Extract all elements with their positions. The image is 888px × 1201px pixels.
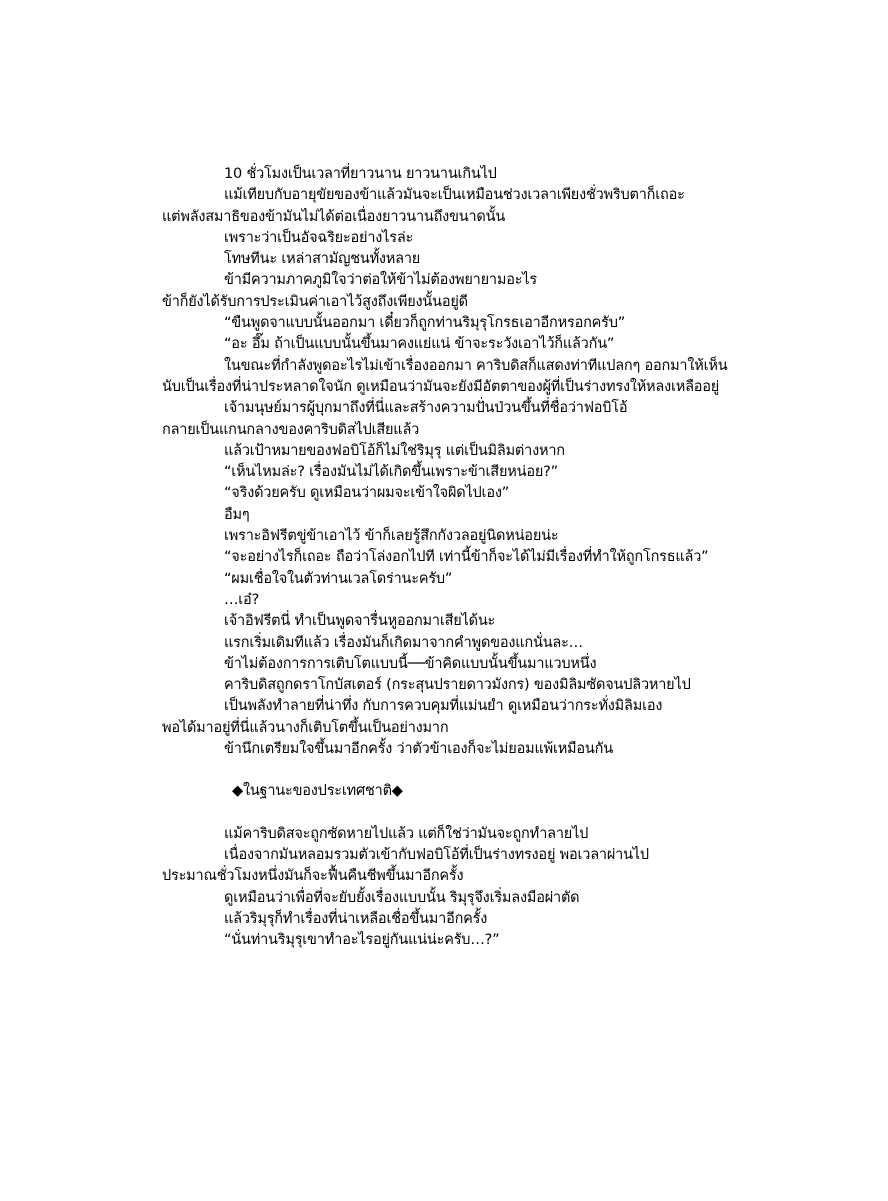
- paragraph-line: ประมาณชั่วโมงหนึ่งมันก็จะฟื้นคืนชีพขึ้นมาอีกครั้ง: [162, 868, 464, 885]
- paragraph-line: เพราะอิฟรีตขู่ข้าเอาไว้ ข้าก็เลยรู้สึกกังวลอยู่นิดหน่อยน่ะ: [224, 528, 559, 545]
- section-one: [162, 164, 728, 760]
- paragraph-line: ดูเหมือนว่าเพื่อที่จะยับยั้งเรื่องแบบนั้น ริมุรุจึงเริ่มลงมือผ่าตัด: [224, 889, 580, 906]
- paragraph-line: “เห็นไหมล่ะ? เรื่องมันไม่ได้เกิดขึ้นเพราะข้าเสียหน่อย?”: [224, 464, 558, 481]
- paragraph-line: “จริงด้วยครับ ดูเหมือนว่าผมจะเข้าใจผิดไปเอง”: [224, 485, 510, 502]
- paragraph-line: ข้ามีความภาคภูมิใจว่าต่อให้ข้าไม่ต้องพยายามอะไร: [224, 272, 537, 289]
- paragraph-line: คาริบดิสถูกดราโกบัสเตอร์ (กระสุนปรายดาวมังกร) ของมิลิมซัดจนปลิวหายไป: [224, 677, 691, 694]
- paragraph-line: แล้วเป้าหมายของฟอบิโอ้ก็ไม่ใช่ริมุรุ แต่เป็นมิลิมต่างหาก: [224, 442, 565, 459]
- paragraph-line: ในขณะที่กำลังพูดอะไรไม่เข้าเรื่องออกมา คาริบดิสก็แสดงท่าทีแปลกๆ ออกมาให้เห็น: [224, 357, 728, 374]
- section-heading: ◆ในฐานะของประเทศชาติ◆: [232, 783, 403, 800]
- section-two: [162, 824, 722, 952]
- paragraph-line: “ผมเชื่อใจในตัวท่านเวลโดร่านะครับ”: [224, 570, 453, 587]
- paragraph-line: พอได้มาอยู่ที่นี่แล้วนางก็เติบโตขึ้นเป็นอย่างมาก: [162, 719, 449, 736]
- paragraph-line: “นั่นท่านริมุรุเขาทำอะไรอยู่กันแน่น่ะครับ…?”: [224, 932, 500, 949]
- paragraph-line: “อะ อึ๊ม ถ้าเป็นแบบนั้นขึ้นมาคงแย่แน่ ข้าจะระวังเอาไว้ก็แล้วกัน”: [224, 336, 615, 353]
- paragraph-line: เจ้ามนุษย์มารผู้บุกมาถึงที่นี่และสร้างความปั่นป่วนขึ้นที่ชื่อว่าฟอบิโอ้: [224, 400, 628, 417]
- body-text: [162, 164, 728, 951]
- paragraph-line: แม้เทียบกับอายุขัยของข้าแล้วมันจะเป็นเหมือนช่วงเวลาเพียงชั่วพริบตาก็เถอะ: [224, 187, 685, 204]
- paragraph-line: อืมๆ: [224, 506, 250, 523]
- paragraph-line: แรกเริ่มเดิมทีแล้ว เรื่องมันก็เกิดมาจากคำพูดของแกนั่นละ…: [224, 634, 583, 651]
- paragraph-line: “ขืนพูดจาแบบนั้นออกมา เดี๋ยวก็ถูกท่านริมุรุโกรธเอาอีกหรอกครับ”: [224, 315, 626, 332]
- paragraph-line: แล้วริมุรุก็ทำเรื่องที่น่าเหลือเชื่อขึ้นมาอีกครั้ง: [224, 910, 488, 927]
- paragraph-line: ข้าไม่ต้องการการเติบโตแบบนี้──ข้าคิดแบบนั้นขึ้นมาแวบหนึ่ง: [224, 655, 597, 672]
- paragraph-line: เป็นพลังทำลายที่น่าทึ่ง กับการควบคุมที่แม่นยำ ดูเหมือนว่ากระทั่งมิลิมเอง: [224, 698, 663, 715]
- paragraph-line: …เอ๋?: [224, 591, 260, 608]
- paragraph-line: เพราะว่าเป็นอัจฉริยะอย่างไรล่ะ: [224, 229, 414, 246]
- blank-line: [162, 760, 722, 781]
- paragraph-line: แม้คาริบดิสจะถูกซัดหายไปแล้ว แต่ก็ใช่ว่ามันจะถูกทำลายไป: [224, 825, 589, 842]
- paragraph-line: นับเป็นเรื่องที่น่าประหลาดใจนัก ดูเหมือนว่ามันจะยังมีอัตตาของผู้ที่เป็นร่างทรงให้หลงเหลืออยู่: [162, 378, 720, 395]
- paragraph-line: เจ้าอิฟรีตนี่ ทำเป็นพูดจารื่นหูออกมาเสียได้นะ: [224, 613, 496, 630]
- paragraph-line: โทษทีนะ เหล่าสามัญชนทั้งหลาย: [224, 251, 421, 268]
- paragraph-line: 10 ชั่วโมงเป็นเวลาที่ยาวนาน ยาวนานเกินไป: [224, 166, 497, 182]
- paragraph-line: เนื่องจากมันหลอมรวมตัวเข้ากับฟอบิโอ้ที่เป็นร่างทรงอยู่ พอเวลาผ่านไป: [224, 846, 649, 863]
- blank-line: [162, 803, 722, 824]
- paragraph-line: กลายเป็นแกนกลางของคาริบดิสไปเสียแล้ว: [162, 421, 420, 438]
- paragraph-line: ข้านึกเตรียมใจขึ้นมาอีกครั้ง ว่าตัวข้าเองก็จะไม่ยอมแพ้เหมือนกัน: [224, 741, 613, 758]
- paragraph-line: แต่พลังสมาธิของข้ามันไม่ได้ต่อเนื่องยาวนานถึงขนาดนั้น: [162, 208, 506, 225]
- paragraph-line: ข้าก็ยังได้รับการประเมินค่าเอาไว้สูงถึงเพียงนั้นอยู่ดี: [162, 293, 468, 310]
- paragraph-line: “จะอย่างไรก็เถอะ ถือว่าโล่งอกไปที เท่านี้ข้าก็จะได้ไม่มีเรื่องที่ทำให้ถูกโกรธแล้ว”: [224, 549, 709, 566]
